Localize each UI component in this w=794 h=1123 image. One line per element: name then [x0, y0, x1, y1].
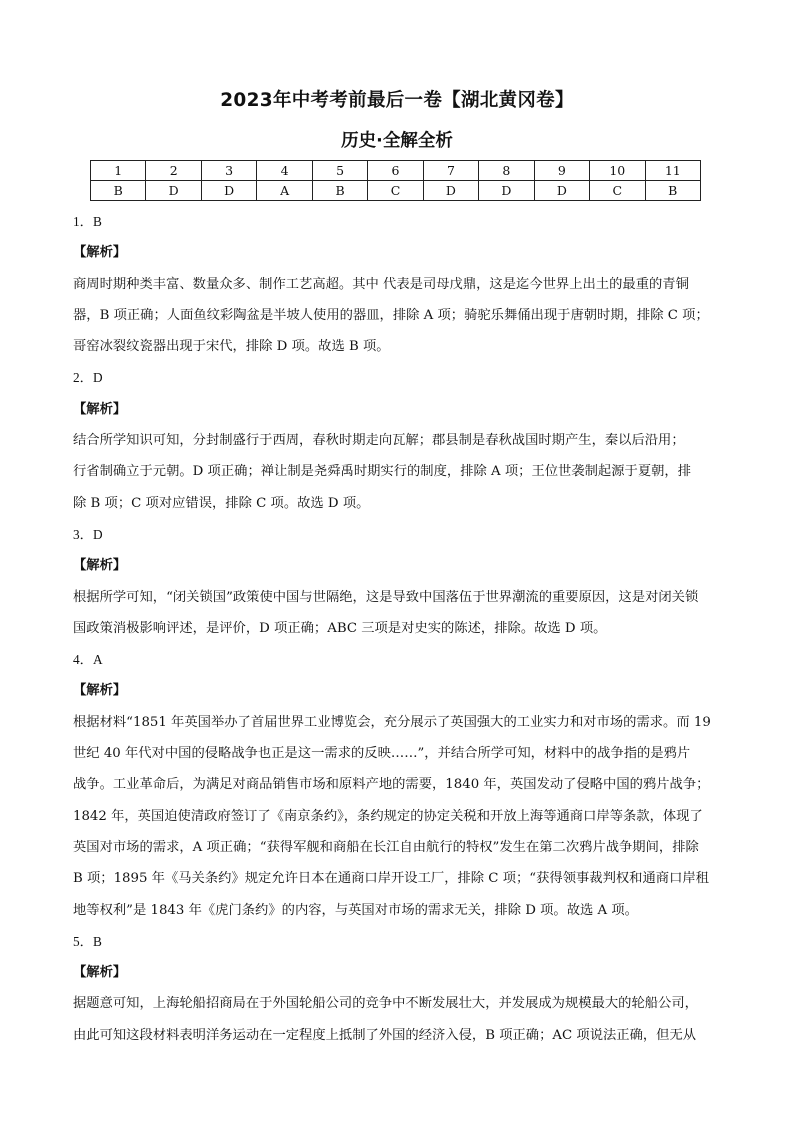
answer-cell: D [534, 181, 589, 201]
analysis-text-line: 1842 年，英国迫使清政府签订了《南京条约》，条约规定的协定关税和开放上海等通商口岸等条款，体现了 [73, 808, 703, 824]
question-number-cell: 2 [146, 161, 201, 181]
answer-cell: C [590, 181, 645, 201]
analysis-text-line: 地等权利”是 1843 年《虎门条约》的内容，与英国对市场的需求无关，排除 D 项。故选 A 项。 [73, 902, 638, 918]
question-number-cell: 4 [257, 161, 312, 181]
answer-cell: A [257, 181, 312, 201]
analysis-text-line: 据题意可知，上海轮船招商局在于外国轮船公司的竞争中不断发展壮大，并发展成为规模最大的轮船公司， [73, 996, 698, 1012]
analysis-text-line: 结合所学知识可知，分封制盛行于西周，春秋时期走向瓦解；郡县制是春秋战国时期产生，秦以后沿用； [73, 433, 685, 449]
answer-table-answer-row [91, 181, 701, 201]
answer-cell: D [423, 181, 478, 201]
question-number-cell: 7 [423, 161, 478, 181]
question-number: 2．D [73, 370, 103, 386]
analysis-text-line: 世纪 40 年代对中国的侵略战争也正是这一需求的反映……”，并结合所学可知，材料中的战争指的是鸦片 [73, 746, 691, 762]
answer-cell: B [91, 181, 146, 201]
answer-cell: D [201, 181, 256, 201]
answer-cell: B [645, 181, 700, 201]
question-number: 4．A [73, 652, 103, 668]
analysis-text-line: 国政策消极影响评述，是评价，D 项正确；ABC 三项是对史实的陈述，排除。故选 D 项。 [73, 620, 607, 636]
analysis-text-line: 商周时期种类丰富、数量众多、制作工艺高超。其中 代表是司母戊鼎，这是迄今世界上出土的最重的青铜 [73, 276, 689, 292]
question-number-cell: 6 [368, 161, 423, 181]
analysis-text-line: 战争。工业革命后，为满足对商品销售市场和原料产地的需要，1840 年，英国发动了侵略中国的鸦片战争； [73, 777, 710, 793]
question-number-cell: 8 [479, 161, 534, 181]
question-number-cell: 10 [590, 161, 645, 181]
analysis-text-line: 由此可知这段材料表明洋务运动在一定程度上抵制了外国的经济入侵，B 项正确；AC 项说法正确，但无从 [73, 1027, 697, 1043]
answer-cell: D [146, 181, 201, 201]
question-number-cell: 9 [534, 161, 589, 181]
analysis-label: 【解析】 [73, 558, 127, 574]
analysis-text-line: 哥窑冰裂纹瓷器出现于宋代，排除 D 项。故选 B 项。 [73, 339, 390, 355]
analysis-text-line: 英国对市场的需求，A 项正确；“获得军舰和商船在长江自由航行的特权”发生在第二次鸦片战争期间，排除 [73, 839, 699, 855]
question-number: 1．B [73, 214, 102, 229]
analysis-text-line: 器，B 项正确；人面鱼纹彩陶盆是半坡人使用的器皿，排除 A 项；骑驼乐舞俑出现于唐朝时期，排除 C 项； [73, 307, 709, 323]
analysis-label: 【解析】 [73, 683, 127, 699]
analysis-text-line: B 项；1895 年《马关条约》规定允许日本在通商口岸开设工厂，排除 C 项；“获得领事裁判权和通商口岸租 [73, 871, 709, 887]
answer-cell: C [368, 181, 423, 201]
question-number-cell: 11 [645, 161, 700, 181]
answer-cell: B [312, 181, 367, 201]
analysis-text-line: 根据材料“1851 年英国举办了首届世界工业博览会，充分展示了英国强大的工业实力和对市场的需求。而 19 [73, 714, 711, 730]
answer-table-number-row [91, 161, 701, 181]
analysis-text-line: 除 B 项；C 项对应错误，排除 C 项。故选 D 项。 [73, 495, 370, 511]
answer-cell: D [479, 181, 534, 201]
question-number: 5．B [73, 933, 102, 949]
question-number: 3．D [73, 526, 103, 542]
question-number-cell: 3 [201, 161, 256, 181]
question-number-cell: 1 [91, 161, 146, 181]
answer-table [90, 160, 701, 201]
analysis-label: 【解析】 [73, 401, 127, 417]
document-title: 2023年中考考前最后一卷【湖北黄冈卷】 [220, 90, 574, 111]
analysis-label: 【解析】 [73, 965, 127, 981]
explanations [73, 206, 723, 1051]
analysis-text-line: 根据所学可知，“闭关锁国”政策使中国与世隔绝，这是导致中国落伍于世界潮流的重要原因，这是对闭关锁 [73, 589, 699, 605]
analysis-text-line: 行省制确立于元朝。D 项正确；禅让制是尧舜禹时期实行的制度，排除 A 项；王位世袭制起源于夏朝，排 [73, 464, 692, 480]
question-number-cell: 5 [312, 161, 367, 181]
document-subtitle: 历史·全解全析 [341, 131, 453, 151]
analysis-label: 【解析】 [73, 245, 127, 261]
